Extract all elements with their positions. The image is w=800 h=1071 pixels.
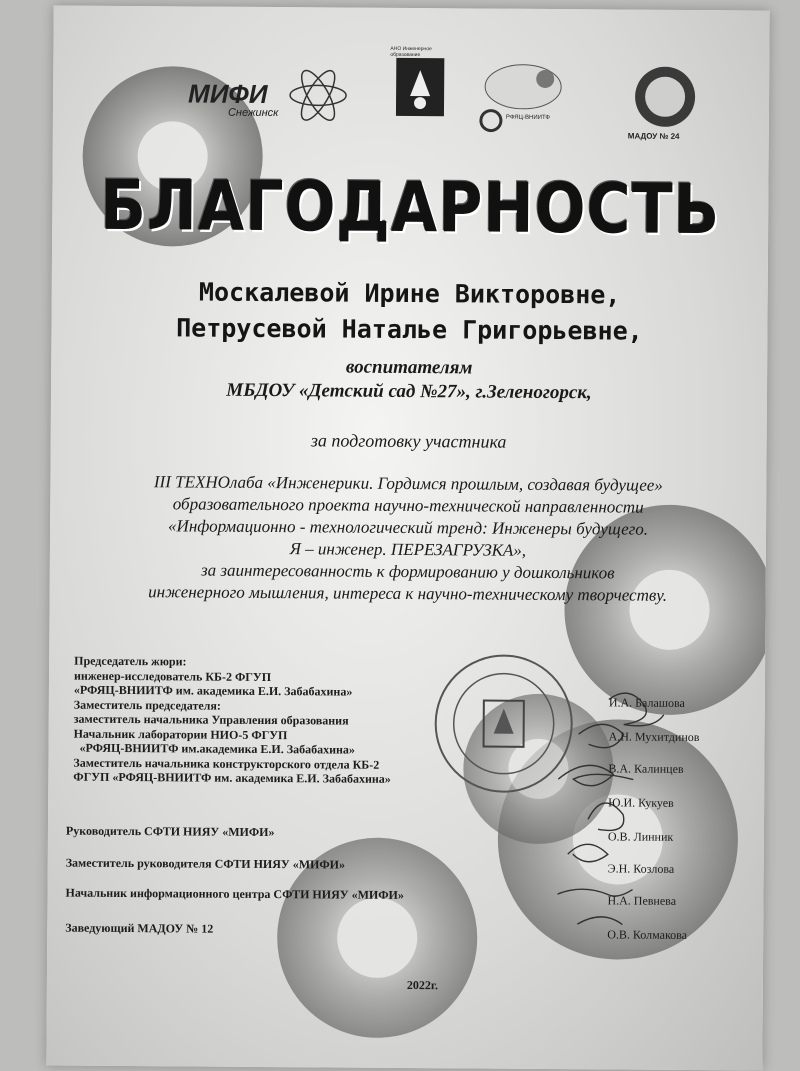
signatory-name: И.А. Балашова xyxy=(608,695,685,710)
head-title: Заведующий МАДОУ № 12 xyxy=(65,920,214,936)
signatory-name: Ю.И. Кукуев xyxy=(608,795,674,810)
project-line: III ТЕХНОлаба «Инженерики. Гордимся прошлым, создавая будущее» xyxy=(153,472,663,495)
madou-logo: МАДОУ № 24 xyxy=(627,131,680,141)
emblem-caption: АНО Инженерное образование xyxy=(390,45,432,59)
role-line: воспитателям xyxy=(345,356,473,379)
project-line: за заинтересованность к формированию у дошкольников xyxy=(200,560,615,583)
recipient-role xyxy=(51,354,767,407)
project-line: Я – инженер. ПЕРЕЗАГРУЗКА», xyxy=(289,539,527,560)
signatory-name: О.В. Колмакова xyxy=(607,927,688,942)
mifi-logo: МИФИ xyxy=(187,78,268,110)
jury-line: Председатель жюри: xyxy=(74,653,187,669)
jury-list xyxy=(73,654,391,787)
certificate-year: 2022г. xyxy=(406,978,439,993)
recipient-name: Петрусевой Наталье Григорьевне, xyxy=(176,313,643,346)
certificate-paper xyxy=(46,6,769,1071)
jury-line: заместитель начальника Управления образования xyxy=(73,711,349,728)
logos-row xyxy=(53,6,770,151)
head-title: Начальник информационного центра СФТИ НИЯУ «МИФИ» xyxy=(65,885,404,902)
jury-line: ФГУП «РФЯЦ-ВНИИТФ им. академика Е.И. Забабахина» xyxy=(73,769,391,786)
head-title: Заместитель руководителя СФТИ НИЯУ «МИФИ» xyxy=(65,855,346,872)
madou-badge-icon xyxy=(635,67,695,127)
emblem-icon xyxy=(396,58,444,116)
rosatom-caption: РФЯЦ-ВНИИТФ xyxy=(505,114,551,121)
jury-line: инженер-исследователь КБ-2 ФГУП xyxy=(73,668,272,684)
jury-line: Начальник лаборатории НИО-5 ФГУП xyxy=(73,726,288,742)
jury-line: «РФЯЦ-ВНИИТФ им.академика Е.И. Забабахина» xyxy=(79,740,355,757)
handwritten-signatures xyxy=(517,679,759,951)
snowflake-emblem-icon xyxy=(494,709,514,734)
recipients xyxy=(51,274,767,351)
signatory-name: В.А. Калинцев xyxy=(608,761,684,776)
signatory-name: Э.Н. Козлова xyxy=(607,861,675,876)
jury-line: «РФЯЦ-ВНИИТФ им. академика Е.И. Забабахина» xyxy=(73,682,353,699)
for-text: за подготовку участника xyxy=(310,430,507,452)
signatory-name: А.Н. Мухитдинов xyxy=(608,729,700,745)
recipient-name: Москалевой Ирине Викторовне, xyxy=(198,277,621,310)
project-line: инженерного мышления, интереса к научно-техническому творчеству. xyxy=(148,582,668,605)
role-line: МБДОУ «Детский сад №27», г.Зеленогорск, xyxy=(226,379,592,404)
signatory-name: Н.А. Певнева xyxy=(607,893,677,908)
mifi-city: Снежинск xyxy=(227,106,279,120)
bear-icon xyxy=(485,65,561,110)
project-line: образовательного проекта научно-технической направленности xyxy=(172,494,644,517)
jury-line: Заместитель начальника конструкторского отдела КБ-2 xyxy=(73,755,380,772)
head-title: Руководитель СФТИ НИЯУ «МИФИ» xyxy=(65,823,275,840)
project-line: «Информационно - технологический тренд: Инженеры будущего. xyxy=(168,516,649,539)
atom-icon xyxy=(290,66,346,125)
certificate-title: БЛАГОДАРНОСТЬ xyxy=(100,165,721,251)
signatory-name: О.В. Линник xyxy=(607,829,674,844)
jury-line: Заместитель председателя: xyxy=(73,697,221,713)
rosatom-icon xyxy=(481,110,501,130)
project-description xyxy=(50,471,767,608)
